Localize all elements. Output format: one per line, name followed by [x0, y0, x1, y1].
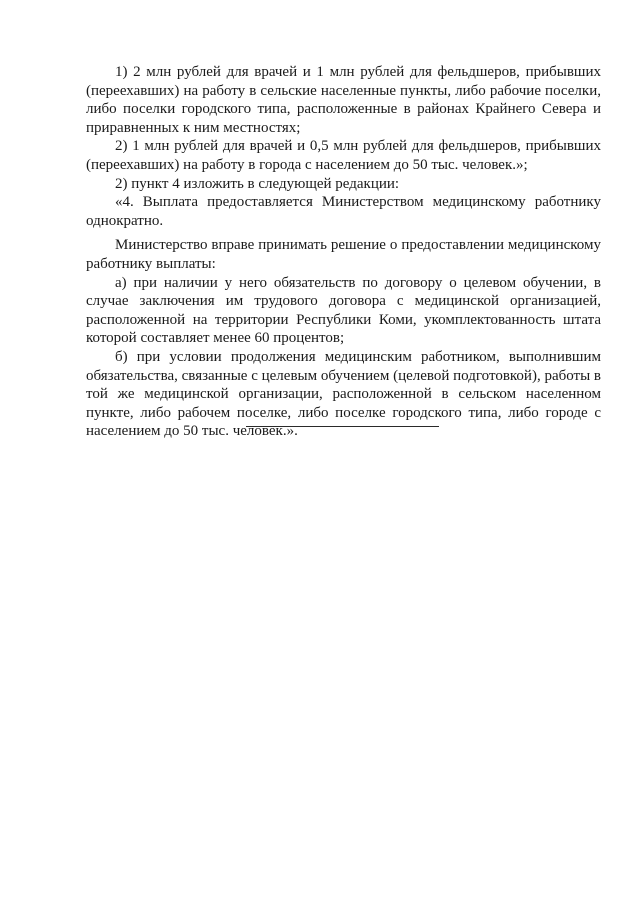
end-of-text-rule — [246, 426, 439, 427]
paragraph-point-4-text: «4. Выплата предоставляется Министерством медицинскому работнику однократно. — [86, 194, 601, 229]
document-body — [86, 63, 601, 441]
paragraph-item-1-doctors-rural: 1) 2 млн рублей для врачей и 1 млн рублей для фельдшеров, прибывших (переехавших) на работу в сельские населенные пункты, либо рабочие поселки, либо поселки городского типа, расположенные в районах Крайнего Севера и приравненных к ним местностях; — [86, 64, 601, 136]
paragraph-item-2-doctors-towns: 2) 1 млн рублей для врачей и 0,5 млн рублей для фельдшеров, прибывших (переехавших) на работу в города с населением до 50 тыс. человек.»; — [86, 138, 601, 173]
paragraph-amendment-point-4: 2) пункт 4 изложить в следующей редакции: — [115, 175, 400, 192]
paragraph-subitem-b: б) при условии продолжения медицинским работником, выполнившим обязательства, связанные с целевым обучением (целевой подготовкой), работы в той же медицинской организации, расположенной в сельском населенном пункте, либо рабочем поселке, либо поселке городского типа, либо городе с населением до 50 тыс. человек.». — [86, 348, 602, 440]
paragraph-ministry-decision: Министерство вправе принимать решение о предоставлении медицинскому работнику выплаты: — [86, 237, 601, 272]
paragraph-subitem-a: а) при наличии у него обязательств по договору о целевом обучении, в случае заключения им трудового договора с медицинской организацией, расположенной на территории Республики Коми, укомплектованность штата которой составляет менее 60 процентов; — [86, 274, 601, 347]
